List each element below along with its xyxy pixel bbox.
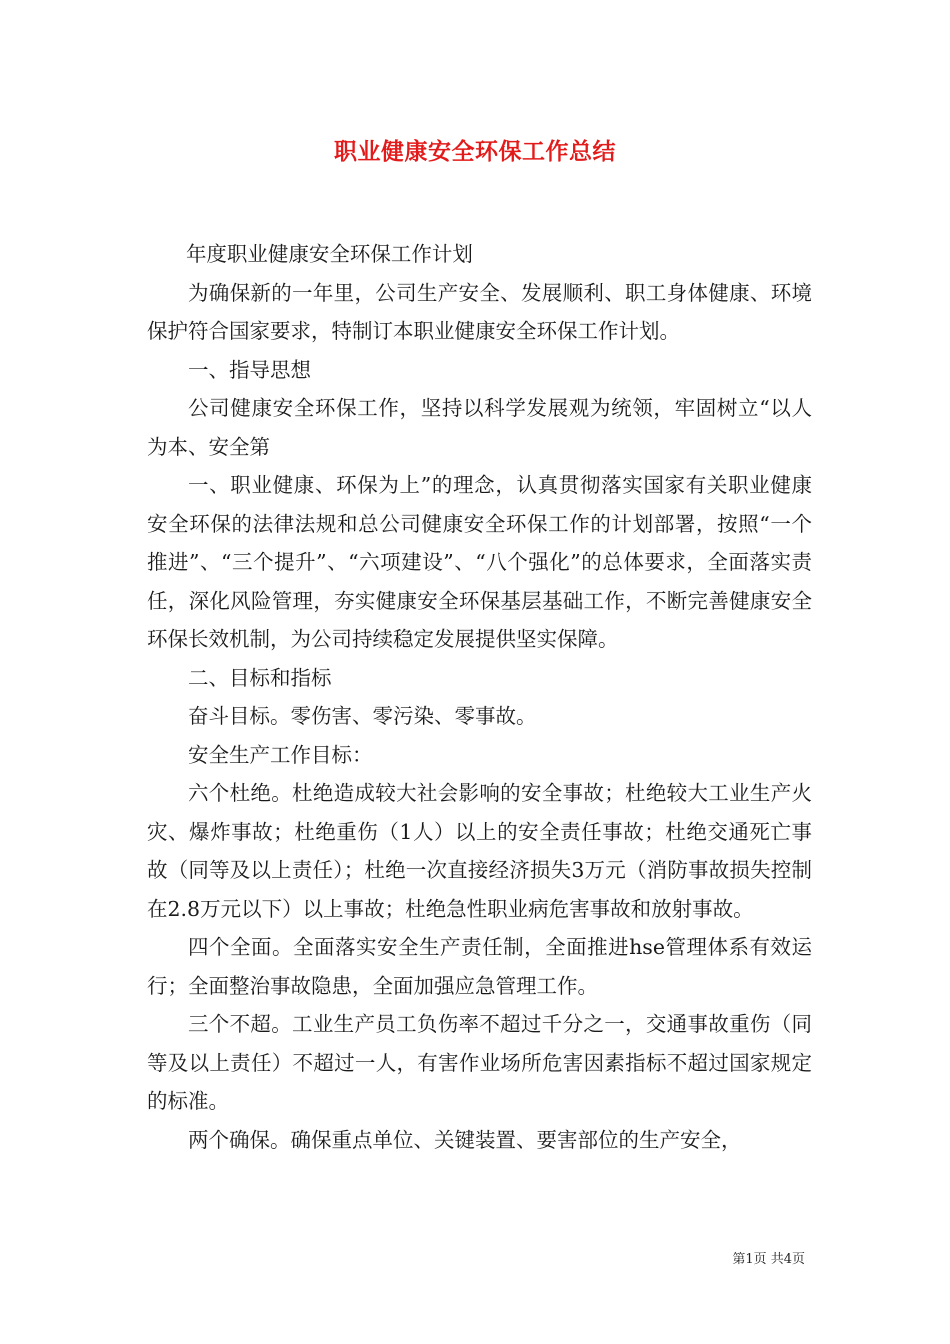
page-number: 第1页 共4页 [732, 1252, 805, 1267]
paragraph-intro: 为确保新的一年里，公司生产安全、发展顺利、职工身体健康、环境保护符合国家要求，特制订本职业健康安全环保工作计划。 [147, 280, 812, 343]
section-heading-goals: 二、目标和指标 [188, 665, 332, 690]
paragraph-four-comprehensive: 四个全面。全面落实安全生产责任制，全面推进hse管理体系有效运行；全面整治事故隐患，全面加强应急管理工作。 [147, 935, 812, 998]
document-title: 职业健康安全环保工作总结 [334, 139, 616, 165]
document-body [147, 235, 812, 1159]
paragraph-six-eliminations: 六个杜绝。杜绝造成较大社会影响的安全事故；杜绝较大工业生产火灾、爆炸事故；杜绝重伤（1人）以上的安全责任事故；杜绝交通死亡事故（同等及以上责任）；杜绝一次直接经济损失3万元（消防事故损失控制在2.8万元以下）以上事故；杜绝急性职业病危害事故和放射事故。 [147, 781, 812, 921]
paragraph-two-ensure: 两个确保。确保重点单位、关键装置、要害部位的生产安全， [188, 1127, 742, 1152]
paragraph-three-not-exceed: 三个不超。工业生产员工负伤率不超过千分之一，交通事故重伤（同等及以上责任）不超过一人，有害作业场所危害因素指标不超过国家规定的标准。 [147, 1012, 812, 1113]
paragraph-goal-target: 奋斗目标。零伤害、零污染、零事故。 [188, 704, 537, 728]
section-heading-guiding-ideology: 一、指导思想 [188, 357, 311, 382]
paragraph-guiding-ideology: 公司健康安全环保工作，坚持以科学发展观为统领，牢固树立“以人为本、安全第 [147, 396, 812, 459]
paragraph-safety-goal-heading: 安全生产工作目标： [188, 742, 373, 767]
paragraph-plan-heading: 年度职业健康安全环保工作计划 [185, 242, 473, 266]
paragraph-guiding-ideology-continued: 一、职业健康、环保为上”的理念，认真贯彻落实国家有关职业健康安全环保的法律法规和总公司健康安全环保工作的计划部署，按照“一个推进”、“三个提升”、“六项建设”、“八个强化”的总体要求，全面落实责任，深化风险管理，夯实健康安全环保基层基础工作，不断完善健康安全环保长效机制，为公司持续稳定发展提供坚实保障。 [147, 473, 812, 651]
